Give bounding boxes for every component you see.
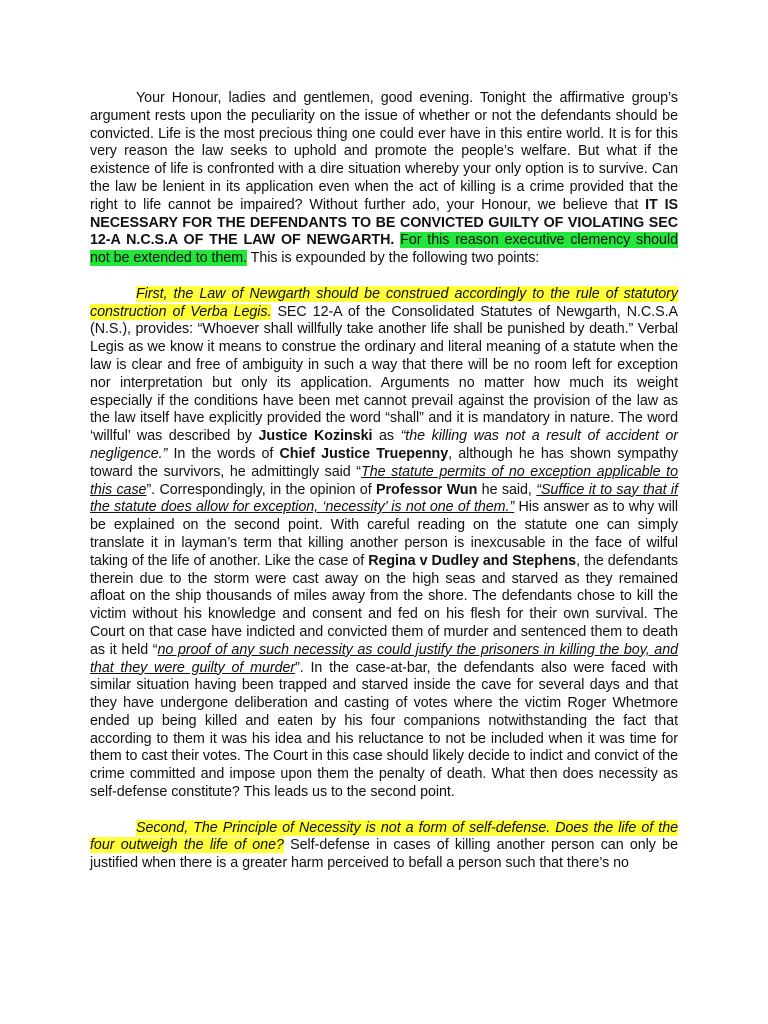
- first-point-text-3: In the words of: [167, 445, 280, 462]
- first-point-text-7: His answer as to why will be explained on the second point. With careful reading on the statute one can simply translate it in layman’s term that killing another person is inexcusable in the face of wilful taking of the life of another. Like the case of: [90, 499, 678, 569]
- justice-kozinski: Justice Kozinski: [258, 428, 373, 445]
- second-point-paragraph: [90, 820, 678, 873]
- first-point-text-9: ”. In the case-at-bar, the defendants also were faced with similar situation having been trapped and starved inside the cave for several days and that they have undergone deliberation and casting of votes where the victim Roger Whetmore ended up being killed and eaten by his four companions notwithstanding the fact that according to them it was his idea and his reluctance to not be included when it was time for them to cast their votes. The Court in this case should likely decide to indict and convict of the crime committed and impose upon them the penalty of death. What then does necessity as self-defense constitute? This leads us to the second point.: [90, 659, 678, 801]
- first-point-text-5: ”. Correspondingly, in the opinion of: [146, 481, 377, 498]
- first-point-heading: First, the Law of Newgarth should be construed accordingly to the rule of statutory construction of Verba Legis.: [90, 285, 678, 320]
- wun-quote: “Suffice it to say that if the statute does allow for exception, ‘necessity’ is not one of them.”: [90, 481, 678, 516]
- green-highlight-clemency: For this reason executive clemency should not be extended to them.: [90, 232, 678, 267]
- first-point-text-4: , although he has shown sympathy toward the survivors, he admittingly said “: [90, 445, 678, 480]
- truepenny-quote: The statute permits of no exception applicable to this case: [90, 463, 678, 498]
- professor-wun: Professor Wun: [376, 481, 478, 498]
- chief-justice-truepenny: Chief Justice Truepenny: [279, 445, 449, 462]
- regina-case-name: Regina v Dudley and Stephens: [368, 552, 577, 569]
- regina-quote: no proof of any such necessity as could justify the prisoners in killing the boy, and that they were guilty of murder: [90, 641, 679, 676]
- intro-paragraph: [90, 90, 678, 268]
- first-point-text-2: as: [372, 428, 401, 445]
- first-point-text-1: SEC 12-A of the Consolidated Statutes of Newgarth, N.C.S.A (N.S.), provides: “Whoever shall willfully take another life shall be punished by death.” Verbal Legis as we know it means to construe the ordinary and literal meaning of a statute when the law is clear and free of ambiguity in such a way that there will be no room left for exception nor interpretation but only its application. Arguments no matter how much its weight especially if the conditions have been met cannot prevail against the provision of the law as the law itself have explicitly provided the word “shall” and it is mandatory in nature. The word ‘willful’ was described by: [90, 303, 678, 445]
- thesis-statement: IT IS NECESSARY FOR THE DEFENDANTS TO BE CONVICTED GUILTY OF VIOLATING SEC 12-A N.C.S.A OF THE LAW OF NEWGARTH.: [90, 196, 679, 249]
- intro-text: Your Honour, ladies and gentlemen, good evening. Tonight the affirmative group’s argument rests upon the peculiarity on the issue of whether or not the defendants should be convicted. Life is the most precious thing one could ever have in this entire world. It is for this very reason the law seeks to uphold and promote the people’s welfare. But what if the existence of life is confronted with a dire situation whereby your only option is to survive. Can the law be lenient in its application even when the act of killing is a crime provided that the right to life cannot be impaired? Without further ado, your Honour, we believe that: [90, 90, 678, 213]
- second-point-heading: Second, The Principle of Necessity is not a form of self-defense. Does the life of the four outweigh the life of one?: [90, 819, 678, 854]
- document-page: [90, 90, 678, 873]
- kozinski-quote: “the killing was not a result of accident or negligence.”: [90, 428, 678, 462]
- intro-closing-text: This is expounded by the following two points:: [246, 250, 540, 267]
- second-point-text-1: Self-defense in cases of killing another person can only be justified when there is a greater harm perceived to befall a person such that there’s no: [90, 837, 678, 872]
- first-point-text-6: he said,: [477, 481, 537, 498]
- first-point-paragraph: [90, 286, 678, 802]
- first-point-text-8: , the defendants therein due to the storm were cast away on the high seas and starved as they remained afloat on the ship thousands of miles away from the shore. The defendants chose to kill the victim without his knowledge and consent and fed on his flesh for their own survival. The Court on that case have indicted and convicted them of murder and sentenced them to death as it held “: [90, 552, 678, 658]
